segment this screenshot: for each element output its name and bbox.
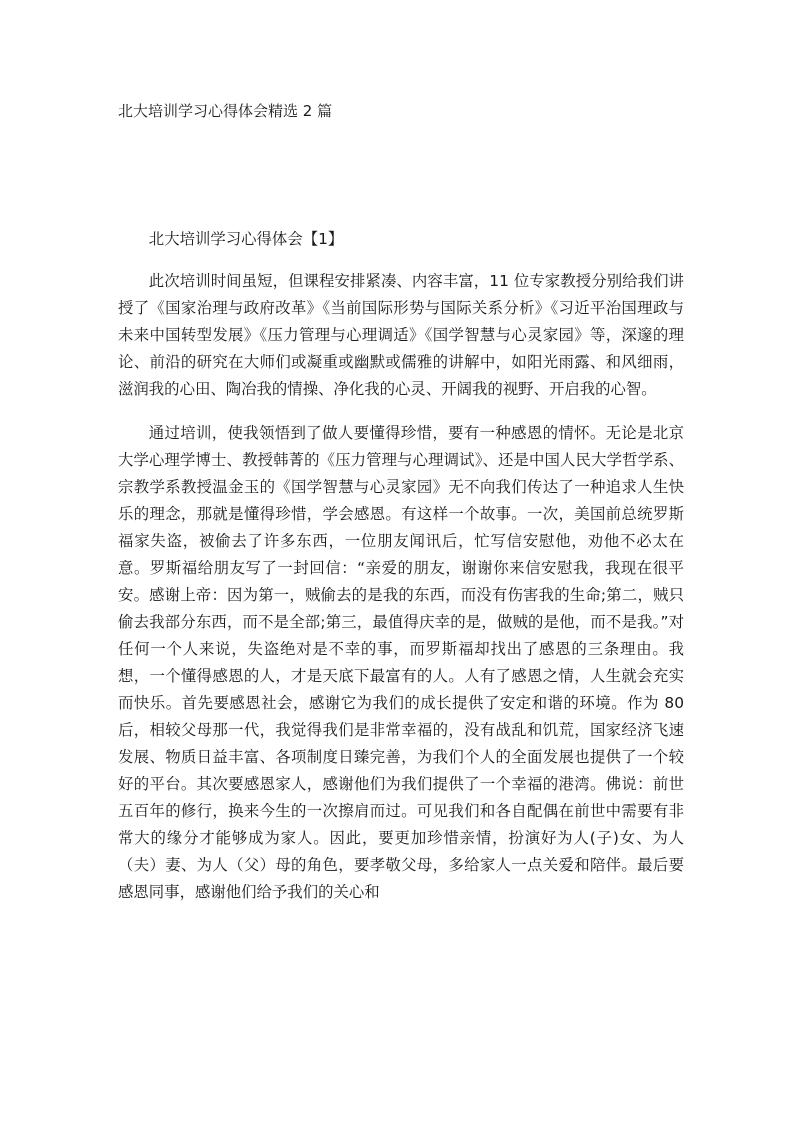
document-title: 北大培训学习心得体会精选 2 篇 [118, 102, 333, 120]
paragraph: 此次培训时间虽短，但课程安排紧凑、内容丰富，11 位专家教授分别给我们讲授了《国家治理与政府改革》《当前国际形势与国际关系分析》《习近平治国理政与未来中国转型发展》《压力管理与心理调适》《国学智慧与心灵家园》等，深邃的理论、前沿的研究在大师们或凝重或幽默或儒雅的讲解中，如阳光雨露、和风细雨，滋润我的心田、陶冶我的情操、净化我的心灵、开阔我的视野、开启我的心智。 [118, 272, 684, 398]
section-heading: 北大培训学习心得体会【1】 [148, 230, 344, 248]
paragraph: 通过培训，使我领悟到了做人要懂得珍惜，要有一种感恩的情怀。无论是北京大学心理学博士、教授韩菁的《压力管理与心理调试》、还是中国人民大学哲学系、宗教学系教授温金玉的《国学智慧与心灵家园》无不向我们传达了一种追求人生快乐的理念，那就是懂得珍惜，学会感恩。有这样一个故事。一次，美国前总统罗斯福家失盗，被偷去了许多东西，一位朋友闻讯后，忙写信安慰他，劝他不必太在意。罗斯福给朋友写了一封回信：“亲爱的朋友，谢谢你来信安慰我，我现在很平安。感谢上帝：因为第一，贼偷去的是我的东西，而没有伤害我的生命;第二，贼只偷去我部分东西，而不是全部;第三，最值得庆幸的是，做贼的是他，而不是我。”对任何一个人来说，失盗绝对是不幸的事，而罗斯福却找出了感恩的三条理由。我想，一个懂得感恩的人，才是天底下最富有的人。人有了感恩之情，人生就会充实而快乐。首先要感恩社会，感谢它为我们的成长提供了安定和谐的环境。作为 80 后，相较父母那一代，我觉得我们是非常幸福的，没有战乱和饥荒，国家经济飞速发展、物质日益丰富、各项制度日臻完善，为我们个人的全面发展也提供了一个较好的平台。其次要感恩家人，感谢他们为我们提供了一个幸福的港湾。佛说：前世五百年的修行，换来今生的一次擦肩而过。可见我们和各自配偶在前世中需要有非常大的缘分才能够成为家人。因此，要更加珍惜亲情，扮演好为人(子)女、为人（夫）妻、为人（父）母的角色，要孝敬父母，多给家人一点关爱和陪伴。最后要感恩同事，感谢他们给予我们的关心和 [118, 424, 684, 901]
document-body [118, 226, 684, 906]
